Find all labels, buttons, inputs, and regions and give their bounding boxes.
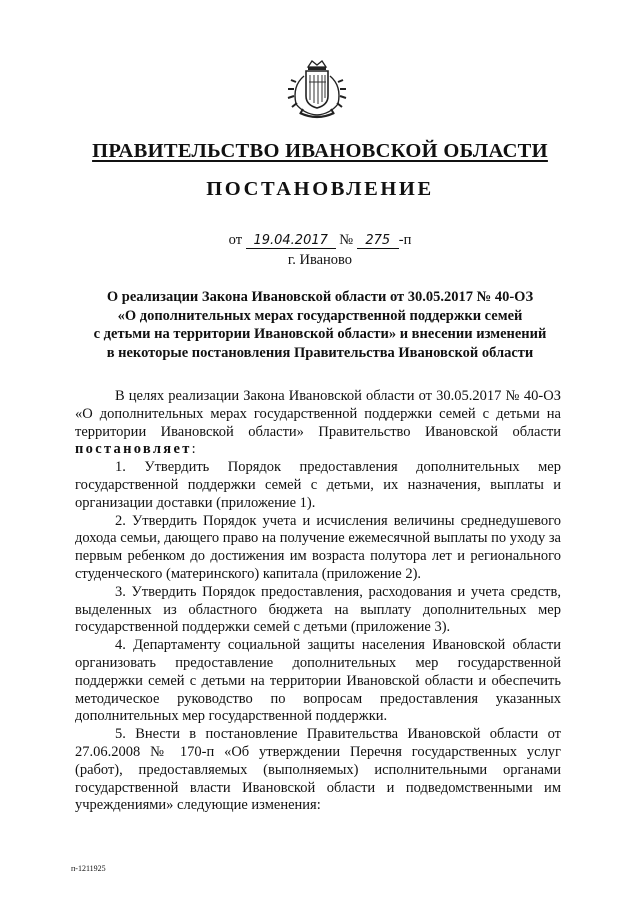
title-line: О реализации Закона Ивановской области от 30.05.2017 № 40-ОЗ (106, 289, 534, 305)
organization-name: ПРАВИТЕЛЬСТВО ИВАНОВСКОЙ ОБЛАСТИ (92, 140, 548, 162)
number-suffix: -п (398, 232, 412, 248)
title-line: «О дополнительных мерах государственной поддержки семей (117, 307, 523, 324)
item-1: 1. Утвердить Порядок предоставления дополнительных мер государственной поддержки семей с детьми, их назначения, выплаты и организации доставки (приложение 1). (75, 459, 561, 511)
intro-text: В целях реализации Закона Ивановской области от 30.05.2017 № 40-ОЗ «О дополнительных мерах государственной поддержки семей с детьми на территории Ивановской области» Правительство Ивановской области (75, 388, 561, 440)
coat-of-arms-icon (282, 58, 352, 122)
document-body (75, 388, 561, 815)
organization-title (0, 140, 640, 163)
document-code: п-1211925 (71, 864, 106, 873)
date-from-label: от (228, 232, 243, 248)
title-line: в некоторые постановления Правительства Ивановской области (106, 344, 534, 361)
title-line: с детьми на территории Ивановской области» и внесении изменений (93, 326, 547, 342)
date-number-line (0, 232, 640, 249)
handwritten-number: 275 (357, 234, 399, 249)
item-2: 2. Утвердить Порядок учета и исчисления величины среднедушевого дохода семьи, дающего право на получение ежемесячной выплаты по уходу за первым ребенком до достижения им возраста полутора лет и регионального студенческого (материнского) капитала (приложение 2). (75, 512, 561, 582)
item-5: 5. Внести в постановление Правительства Ивановской области от 27.06.2008 № 170-п «Об утверждении Перечня государственных услуг (работ), предоставляемых (выполняемых) исполнительными органами государственной власти Ивановской области и подведомственными им учреждениями» следующие изменения: (75, 726, 561, 814)
item-3: 3. Утвердить Порядок предоставления, расходования и учета средств, выделенных из областного бюджета на выплату дополнительных мер государственной поддержки семей с детьми (приложение 3). (75, 583, 561, 636)
intro-paragraph (75, 388, 561, 459)
number-label: № (339, 232, 354, 248)
decree-colon: : (191, 441, 196, 458)
document-type: ПОСТАНОВЛЕНИЕ (206, 178, 434, 200)
item-4: 4. Департаменту социальной защиты населения Ивановской области организовать предоставление дополнительных мер государственной поддержки семей с детьми на территории Ивановской области и обеспечить методическое руководство по вопросам предоставления указанных дополнительных мер государственной поддержки. (75, 637, 561, 725)
city: г. Иваново (287, 252, 353, 268)
handwritten-date: 19.04.2017 (246, 234, 336, 249)
decree-word: постановляет (75, 441, 192, 458)
document-title (70, 288, 570, 362)
